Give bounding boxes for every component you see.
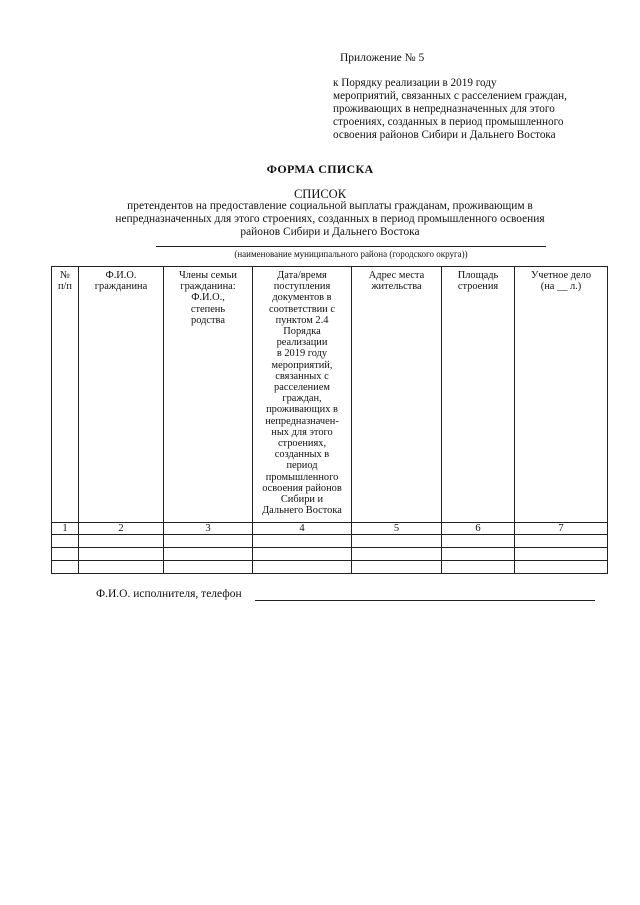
- table-row: [52, 535, 608, 548]
- header-line: непредназначен-: [265, 415, 339, 427]
- list-subtitle: [60, 200, 600, 239]
- header-line: расселением: [274, 382, 330, 394]
- table-row: [52, 548, 608, 561]
- header-line: Дата/время: [277, 270, 327, 281]
- column-number-cell: 4: [253, 523, 352, 535]
- header-line: Учетное дело: [530, 270, 592, 281]
- empty-cell: [253, 535, 352, 548]
- empty-cell: [515, 548, 608, 561]
- header-line: мероприятий,: [271, 359, 333, 371]
- empty-cell: [164, 548, 253, 561]
- empty-cell: [79, 535, 164, 548]
- column-number-cell: 6: [442, 523, 515, 535]
- header-line: Ф.И.О.: [105, 270, 137, 281]
- empty-cell: [253, 561, 352, 574]
- header-line: реализации: [276, 337, 328, 349]
- citizens-list-table: [51, 266, 608, 574]
- executor-label: Ф.И.О. исполнителя, телефон: [96, 588, 242, 600]
- header-cell-address: [352, 267, 442, 523]
- header-line: ных для этого: [271, 426, 333, 438]
- empty-cell: [515, 561, 608, 574]
- empty-cell: [164, 561, 253, 574]
- header-line: Порядка: [283, 326, 321, 338]
- header-line: граждан,: [282, 393, 322, 405]
- empty-cell: [442, 535, 515, 548]
- header-line: Сибири и: [280, 494, 324, 506]
- empty-cell: [52, 535, 79, 548]
- header-line: жительства: [371, 281, 422, 293]
- header-line: (на __ л.): [540, 281, 582, 293]
- appendix-line: к Порядку реализации в 2019 году: [333, 77, 497, 89]
- table-row: [52, 561, 608, 574]
- column-number-cell: 2: [79, 523, 164, 535]
- header-line: строения: [457, 281, 499, 293]
- empty-cell: [442, 561, 515, 574]
- empty-cell: [79, 548, 164, 561]
- header-line: Площадь: [457, 270, 499, 281]
- header-line: Дальнего Востока: [262, 505, 342, 517]
- header-line: гражданина:: [180, 281, 236, 293]
- table-header-row: [52, 267, 608, 523]
- municipality-blank-line: [156, 246, 546, 247]
- header-line: документов в: [272, 292, 332, 304]
- header-line: освоения районов: [262, 482, 342, 494]
- empty-cell: [352, 561, 442, 574]
- appendix-text: [333, 77, 623, 142]
- column-number-cell: 1: [52, 523, 79, 535]
- appendix-line: проживающих в непредназначенных для этого: [333, 103, 555, 115]
- empty-cell: [164, 535, 253, 548]
- column-number-cell: 3: [164, 523, 253, 535]
- list-title: СПИСОК: [293, 187, 347, 201]
- header-line: родства: [191, 314, 225, 326]
- header-line: промышленного: [265, 471, 339, 483]
- empty-cell: [442, 548, 515, 561]
- appendix-line: освоения районов Сибири и Дальнего Востока: [333, 129, 556, 141]
- header-line: поступления: [273, 281, 331, 293]
- header-line: связанных с: [275, 370, 329, 382]
- appendix-line: строениях, созданных в период промышленного: [333, 116, 564, 128]
- subtitle-line: претендентов на предоставление социальной выплаты гражданам, проживающим в: [127, 200, 533, 212]
- header-cell-family-members: [164, 267, 253, 523]
- empty-cell: [52, 548, 79, 561]
- municipality-caption: (наименование муниципального района (городского округа)): [234, 249, 468, 259]
- subtitle-line: районов Сибири и Дальнего Востока: [240, 226, 420, 238]
- header-line: п/п: [57, 281, 72, 293]
- header-line: проживающих в: [266, 404, 338, 416]
- appendix-title: Приложение № 5: [340, 52, 425, 64]
- header-cell-submission-date: [253, 267, 352, 523]
- column-number-cell: 5: [352, 523, 442, 535]
- header-cell-building-area: [442, 267, 515, 523]
- header-cell-number: [52, 267, 79, 523]
- header-line: Члены семьи: [179, 270, 237, 281]
- empty-cell: [515, 535, 608, 548]
- header-line: степень: [190, 303, 226, 315]
- empty-cell: [52, 561, 79, 574]
- header-line: строениях,: [277, 438, 327, 450]
- header-cell-full-name: [79, 267, 164, 523]
- appendix-line: мероприятий, связанных с расселением граждан,: [333, 90, 567, 102]
- header-line: соответствии с: [269, 303, 335, 315]
- header-line: период: [286, 460, 318, 472]
- header-line: гражданина: [94, 281, 148, 293]
- column-number-row: [52, 523, 608, 535]
- header-line: созданных в: [274, 449, 330, 461]
- column-number-cell: 7: [515, 523, 608, 535]
- empty-cell: [79, 561, 164, 574]
- header-line: №: [60, 270, 70, 281]
- header-line: Адрес места: [368, 270, 425, 281]
- empty-cell: [352, 548, 442, 561]
- form-title: ФОРМА СПИСКА: [266, 162, 374, 176]
- header-line: пунктом 2.4: [275, 314, 329, 326]
- header-line: в 2019 году: [276, 348, 328, 360]
- header-line: Ф.И.О.,: [191, 292, 225, 304]
- subtitle-line: непредназначенных для этого строениях, созданных в период промышленного освоения: [115, 213, 545, 225]
- executor-blank-line: [255, 600, 595, 601]
- empty-cell: [352, 535, 442, 548]
- header-cell-record-file: [515, 267, 608, 523]
- empty-cell: [253, 548, 352, 561]
